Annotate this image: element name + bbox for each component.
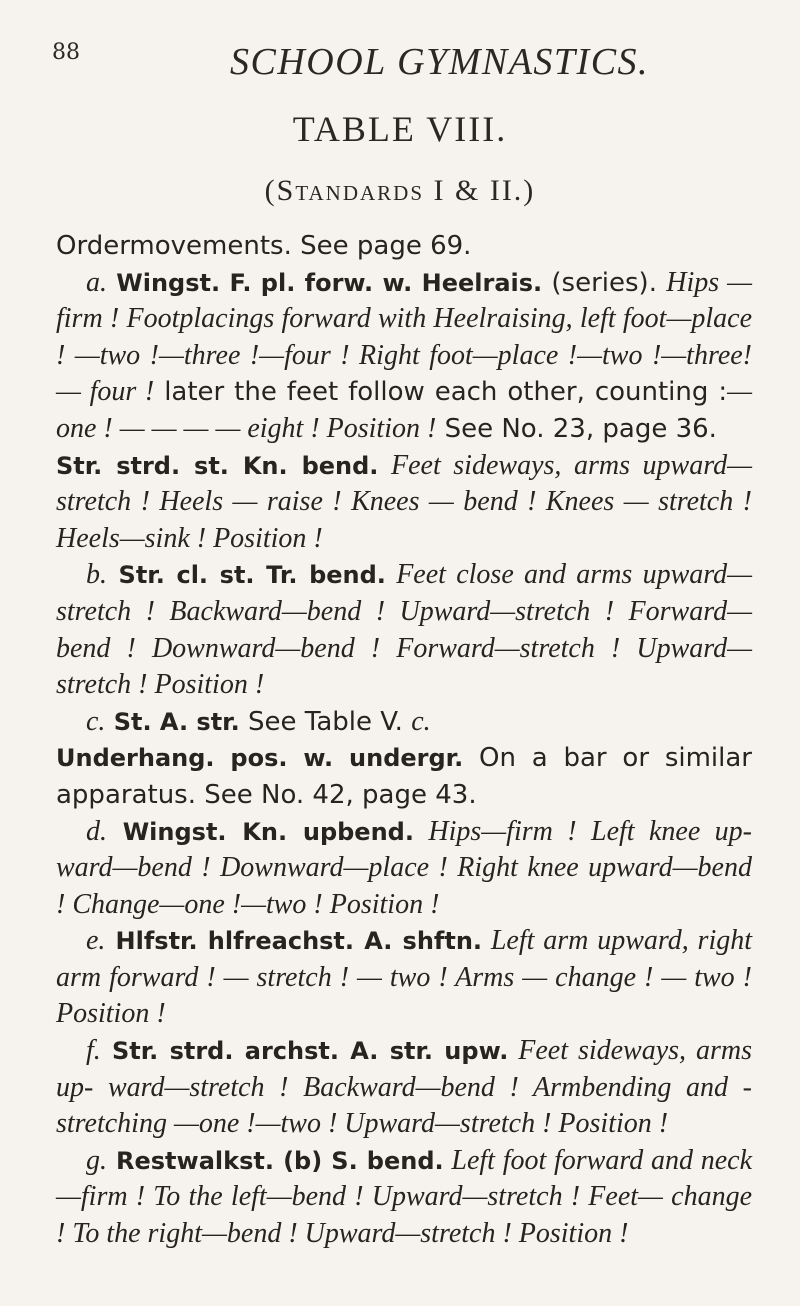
exercise-plain-text: See No. 23, page 36.: [436, 413, 717, 444]
exercise-italic-text: —one ! — — — — eight ! Position !: [56, 376, 752, 444]
exercise-letter: b.: [86, 559, 107, 591]
exercise-letter: e.: [86, 925, 106, 957]
exercise-command: Str. cl. st. Tr. bend.: [118, 561, 386, 590]
exercise-italic-text: Hips — firm ! Footplacings forward with Heelraising, left foot—place ! —two !—three !—four ! Right foot—place !—two !—three!— four !: [56, 266, 753, 408]
exercise-paragraph: [56, 557, 752, 703]
exercise-plain-text: later the feet follow each other, counting :: [154, 377, 728, 408]
exercise-italic-text: c.: [411, 705, 431, 737]
exercise-paragraph: [56, 1033, 752, 1143]
exercise-paragraph: [56, 1143, 752, 1253]
table-subtitle: (Standards I & II.): [264, 174, 536, 207]
exercise-paragraph: [56, 740, 752, 813]
exercise-plain-text: See Table V.: [239, 706, 412, 737]
exercise-command: Underhang. pos. w. undergr.: [56, 744, 464, 773]
exercise-italic-text: Feet close and arms upward— stretch ! Backward—bend ! Upward—stretch ! Forward— bend ! Downward—bend ! Forward—stretch ! Upward— stretch ! Position !: [56, 559, 753, 701]
exercise-letter: c.: [86, 705, 106, 737]
body-text: [56, 228, 752, 1253]
exercise-command: Str. strd. archst. A. str. upw.: [112, 1037, 509, 1066]
exercise-command: Wingst. Kn. upbend.: [122, 817, 414, 846]
exercise-italic-text: Hips—firm ! Left knee up- ward—bend ! Downward—place ! Right knee upward—bend ! Change—one !—two ! Position !: [56, 815, 752, 920]
exercise-plain-text: On a bar or similar apparatus. See No. 42, page 43.: [56, 743, 752, 810]
exercise-letter: g.: [86, 1144, 107, 1176]
exercise-command: Wingst. F. pl. forw. w. Heelrais.: [116, 268, 543, 297]
exercise-letter: a.: [86, 266, 107, 298]
intro-paragraph: Ordermovements. See page 69.: [56, 231, 472, 261]
exercise-command: Hlfstr. hlfreachst. A. shftn.: [115, 927, 483, 956]
page-header: [0, 30, 800, 83]
page-number: 88: [52, 40, 80, 65]
running-head: SCHOOL GYMNASTICS.: [230, 41, 650, 83]
exercise-paragraph: [56, 448, 752, 558]
table-title: TABLE VIII.: [292, 109, 508, 149]
exercise-paragraph: [56, 704, 752, 741]
exercise-italic-text: Left arm upward, right arm forward ! — stretch ! — two ! Arms — change ! — two ! Position !: [56, 925, 753, 1030]
exercise-command: Str. strd. st. Kn. bend.: [56, 451, 379, 480]
exercise-command: St. A. str.: [113, 707, 240, 736]
exercise-letter: f.: [86, 1035, 101, 1067]
exercise-plain-text: (series).: [542, 267, 667, 298]
exercise-paragraph: [56, 814, 752, 924]
exercise-command: Restwalkst. (b) S. bend.: [116, 1146, 444, 1175]
exercise-italic-text: Feet sideways, arms up- ward—stretch ! Backward—bend ! Armbending and -stretching —one !—two ! Upward—stretch ! Position !: [56, 1035, 753, 1140]
exercise-paragraph: [56, 265, 752, 448]
exercise-italic-text: Feet sideways, arms upward— stretch ! Heels — raise ! Knees — bend ! Knees — stretch ! Heels—sink ! Position !: [56, 449, 752, 554]
exercise-paragraph: [56, 923, 752, 1033]
exercise-letter: d.: [86, 815, 107, 847]
exercise-italic-text: Left foot forward and neck —firm ! To the left—bend ! Upward—stretch ! Feet— change ! To the right—bend ! Upward—stretch ! Position !: [56, 1144, 752, 1250]
